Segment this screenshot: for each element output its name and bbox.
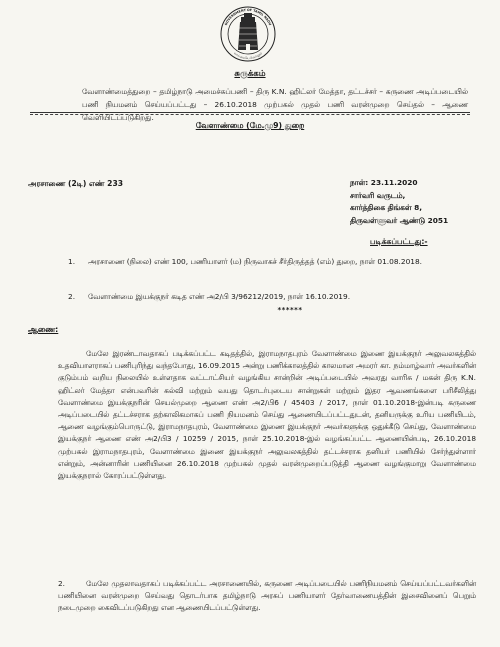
reference-number: 2. <box>68 292 76 301</box>
tamil-nadu-emblem-icon <box>219 4 277 64</box>
date-line: நாள்: 23.11.2020 <box>350 178 418 187</box>
thiruvalluvar-era-line: திருவள்ளுவர் ஆண்டு 2051 <box>350 215 449 225</box>
reference-text: வேளாண்மை இயக்குநர் கடித எண் அ2/பி 3/96212/2019, நாள் 16.10.2019. <box>88 292 351 301</box>
divider-solid <box>30 112 470 113</box>
emblem-bottom-text: வாய்மையே வெல்லும் <box>233 51 263 61</box>
government-order-number: அரசாணை (2டி) எண் 233 <box>28 179 124 188</box>
document-heading: சுருக்கம் <box>234 69 266 79</box>
reference-item <box>68 256 468 269</box>
tamil-month-line: கார்த்திகை திங்கள் 8, <box>350 203 423 212</box>
paragraph-text: மேலே முதலாவதாகப் படிக்கப்பட்ட அரசாணையில், கருணை அடிப்படையில் பணிநியமனம் செய்யப்பட்டவர்களின் பணியினை வரன்முறை செய்வது தொடர்பாக தமிழ்நாடு அரசுப் பணியாளர் தேர்வாணையத்தின் இசைவினைப் பெறும் நடைமுறை கைவிடப்படுகிறது என ஆணையிடப்பட்டுள்ளது. <box>58 579 476 613</box>
order-paragraph <box>58 348 476 482</box>
department-title: வேளாண்மை (மே.மு9) துறை <box>195 121 305 130</box>
reference-item <box>68 291 468 304</box>
order-label: ஆணை: <box>28 325 59 334</box>
divider-dashed <box>30 114 470 115</box>
reference-text: அரசாணை (நிலை) எண் 100, பணியாளர் (ம) நிருவாகச் சீர்திருத்தத் (எம்) துறை, நாள் 01.08.2018. <box>88 257 423 266</box>
reference-number: 1. <box>68 257 76 266</box>
separator-stars: ****** <box>277 306 303 314</box>
paragraph-number: 2. <box>58 579 66 588</box>
government-emblem <box>219 4 277 64</box>
paragraph-text: மேலே இரண்டாவதாகப் படிக்கப்பட்ட கடிதத்தில், இராமநாதபுரம் வேளாண்மை இணை இயக்குநர் அலுவலகத்தில் உதவியாளராகப் பணிபுரிந்து வந்தபோது, 16.09.2015 அன்று பணிக்காலத்தில் காலமான அமரர் கா. நம்மாழ்வார் அவர்களின் குடும்பம் வறிய நிலையில் உள்ளதாக வட்டாட்சியர் வழங்கிய சான்றின் அடிப்படையில் அவரது வாரிசு / மகன் திரு K.N. ஹிட்லர் மேத்தா என்பவரின் கல்வி மற்றும் வயது தொடர்புடைய சான்றுகள் மற்றும் இதர ஆவணங்களை பரிசீலித்து வேளாண்மை இயக்குநரின் செயல்முறை ஆணை எண் அ2/பி6 / 45403 / 2017, நாள் 01.10.2018-இன்படி கருணை அடிப்படையில் தட்டச்சராக தற்காலிகமாகப் பணி நியமனம் செய்து ஆணையிடப்பட்டதுடன், தனியருக்கு உரிய பணியிடம், ஆணை வழங்கும்பொருட்டு, இராமநாதபுரம், வேளாண்மை இணை இயக்குநர் அவர்களுக்கு ஒதுக்கீடு செய்து, வேளாண்மை இயக்குநர் ஆணை எண் அ2/பி3 / 10259 / 2015, நாள் 25.10.2018-இல் வழங்கப்பட்ட ஆணையின்படி, 26.10.2018 முற்பகல் இராமநாதபுரம், வேளாண்மை இணை இயக்குநர் அலுவலகத்தில் தட்டச்சராக தனியர் பணியில் சேர்ந்துள்ளார் என்றும், அன்னாரின் பணியினை 26.10.2018 முற்பகல் முதல் வரன்முறைப்படுத்தி ஆணை வழங்குமாறு வேளாண்மை இயக்குநரால் கோரப்பட்டுள்ளது. <box>58 349 476 481</box>
subject-summary: வேளாண்மைத்துறை – தமிழ்நாடு அமைச்சுப்பணி – திரு K.N. ஹிட்லர் மேத்தா, தட்டச்சர் – கருணை அடிப்படையில் பணி நியமனம் செய்யப்பட்டது – 26.10.2018 முற்பகல் முதல் பணி வரன்முறை செய்தல் – ஆணை வெளியிடப்படுகிறது. <box>82 87 468 122</box>
emblem-top-text: GOVERNMENT OF TAMIL NADU <box>223 7 273 27</box>
read-label: படிக்கப்பட்டது:- <box>370 237 428 246</box>
date-block <box>350 177 480 227</box>
order-paragraph <box>58 578 476 615</box>
tamil-year-line: சார்வரி வருடம், <box>350 190 406 200</box>
